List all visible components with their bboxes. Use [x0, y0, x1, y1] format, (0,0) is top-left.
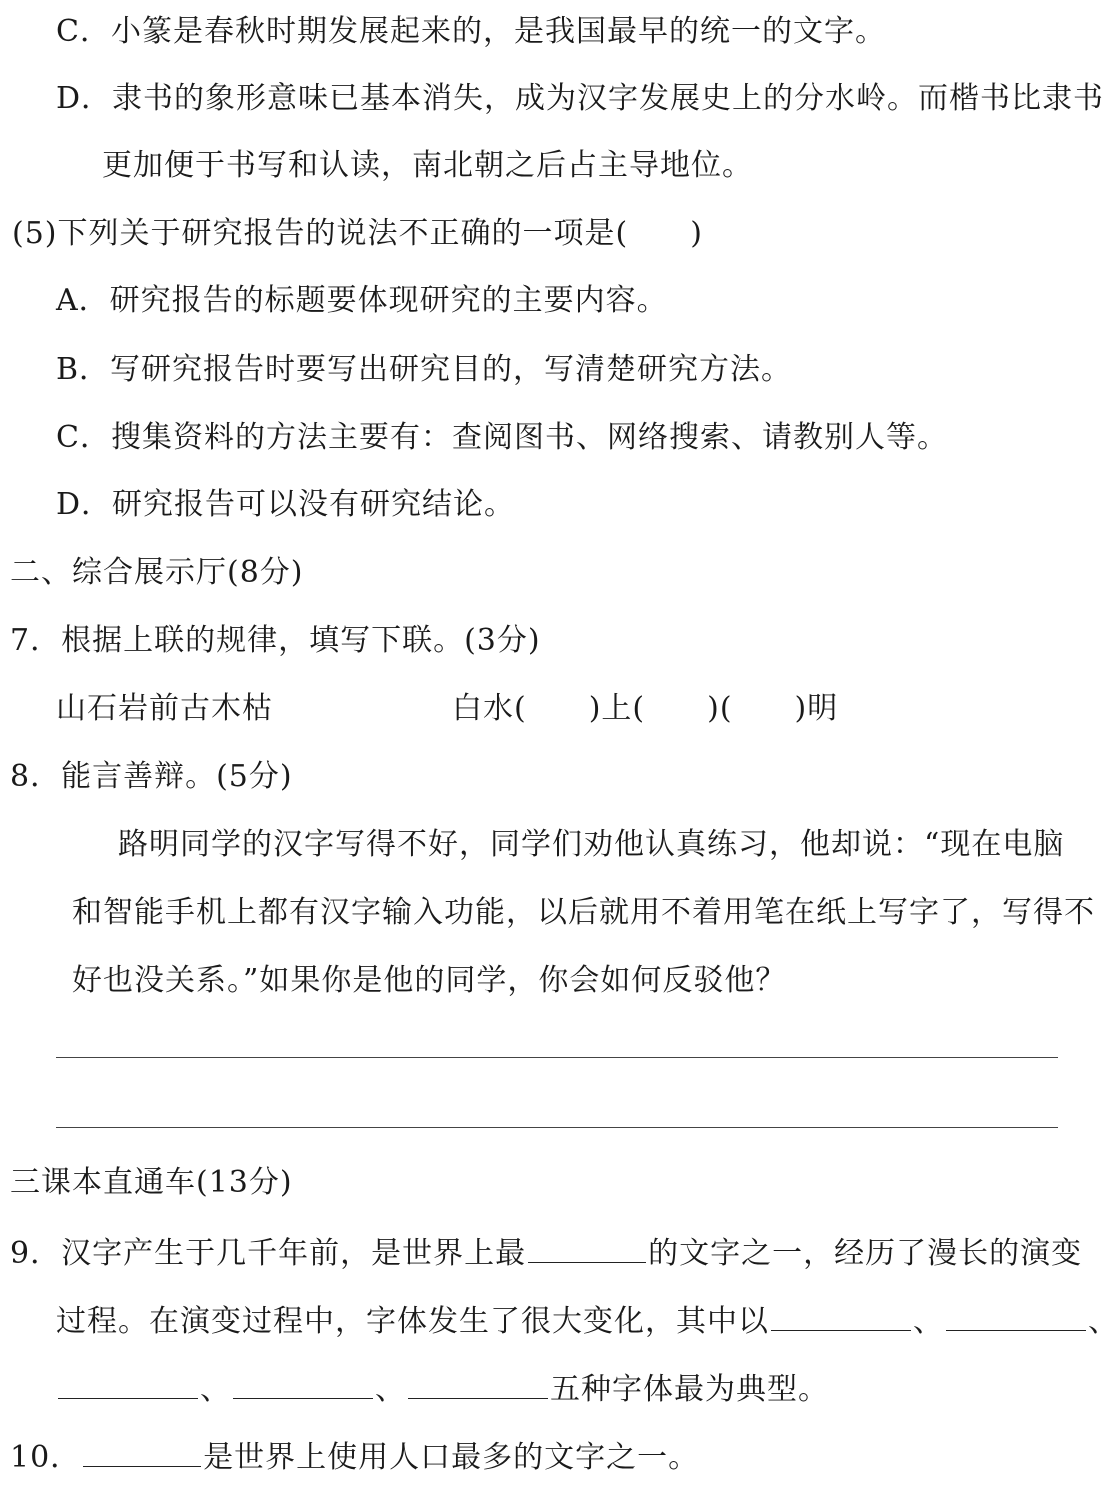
q9-blank-4[interactable]	[58, 1368, 198, 1399]
q9-sep-3: 、	[200, 1372, 231, 1407]
q9-line2	[56, 1300, 1119, 1342]
q9-sep-2: 、	[1088, 1304, 1119, 1339]
q4-option-c: C．小篆是春秋时期发展起来的，是我国最早的统一的文字。	[56, 14, 886, 49]
q9-blank-1[interactable]	[528, 1232, 646, 1263]
q5-option-c: C．搜集资料的方法主要有：查阅图书、网络搜索、请教别人等。	[56, 420, 948, 455]
q9-sep-1: 、	[913, 1304, 944, 1339]
q8-paragraph-line1: 路明同学的汉字写得不好，同学们劝他认真练习，他却说：“现在电脑	[118, 827, 1065, 862]
q10-text: 是世界上使用人口最多的文字之一。	[203, 1440, 700, 1475]
q9-blank-3[interactable]	[946, 1300, 1086, 1331]
q10-blank[interactable]	[83, 1436, 201, 1467]
q9-blank-6[interactable]	[408, 1368, 548, 1399]
q8-paragraph-line2: 和智能手机上都有汉字输入功能，以后就用不着用笔在纸上写字了，写得不	[72, 895, 1095, 930]
q7-stem: 7．根据上联的规律，填写下联。(3分)	[10, 623, 541, 658]
q9-blank-2[interactable]	[771, 1300, 911, 1331]
q4-option-d-line1: D．隶书的象形意味已基本消失，成为汉字发展史上的分水岭。而楷书比隶书	[56, 81, 1105, 116]
q9-sep-4: 、	[375, 1372, 406, 1407]
q8-answer-line-2[interactable]	[56, 1127, 1058, 1128]
q7-upper-couplet: 山石岩前古木枯	[56, 691, 273, 726]
q9-line3	[56, 1368, 829, 1410]
q9-text-2: 的文字之一，经历了漫长的演变	[648, 1236, 1083, 1271]
section-2-title: 二、综合展示厅(8分)	[10, 555, 304, 590]
q4-option-d-line2: 更加便于书写和认读，南北朝之后占主导地位。	[102, 148, 753, 183]
section-3-title: 三课本直通车(13分)	[10, 1165, 293, 1200]
q9-text-end: 五种字体最为典型。	[550, 1372, 829, 1407]
q5-option-d: D．研究报告可以没有研究结论。	[56, 487, 516, 522]
q10-line	[10, 1436, 699, 1478]
q8-paragraph-line3: 好也没关系。”如果你是他的同学，你会如何反驳他？	[72, 963, 787, 998]
q8-stem: 8．能言善辩。(5分)	[10, 759, 293, 794]
q9-text-1: 9．汉字产生于几千年前，是世界上最	[10, 1236, 527, 1271]
q8-answer-line-1[interactable]	[56, 1057, 1058, 1058]
q10-number: 10．	[10, 1440, 82, 1475]
q7-lower-couplet-blanks[interactable]: 白水( )上( )( )明	[452, 691, 839, 726]
q5-option-b: B．写研究报告时要写出研究目的，写清楚研究方法。	[56, 352, 793, 387]
q9-blank-5[interactable]	[233, 1368, 373, 1399]
q9-line1	[10, 1232, 1082, 1274]
q9-text-3: 过程。在演变过程中，字体发生了很大变化，其中以	[56, 1304, 769, 1339]
q5-stem: (5)下列关于研究报告的说法不正确的一项是( )	[12, 216, 703, 251]
q5-option-a: A．研究报告的标题要体现研究的主要内容。	[56, 283, 668, 318]
